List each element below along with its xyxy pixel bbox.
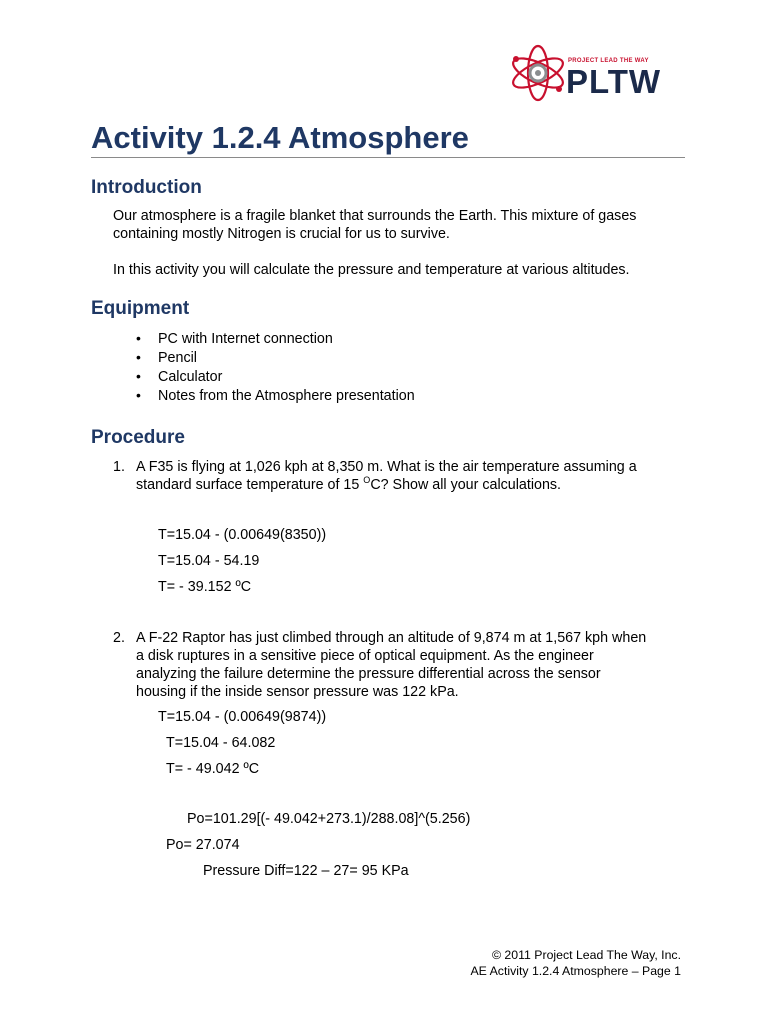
step2-line: analyzing the failure determine the pressure differential across the sensor (136, 666, 601, 682)
step1-answer-line: T=15.04 - (0.00649(8350)) (158, 527, 327, 543)
step2-answer-po2: Po= 27.074 (166, 837, 240, 853)
step2-line: housing if the inside sensor pressure was 122 kPa. (136, 684, 459, 700)
footer-copyright: © 2011 Project Lead The Way, Inc. (491, 948, 681, 962)
bullet-icon: • (136, 387, 141, 403)
logo-wordmark: PLTW (566, 63, 662, 100)
introduction-heading: Introduction (91, 177, 202, 198)
step2-answer-t2: T=15.04 - 64.082 (166, 735, 276, 751)
step2-line: A F-22 Raptor has just climbed through an altitude of 9,874 m at 1,567 kph when (136, 630, 647, 646)
step2-line: a disk ruptures in a sensitive piece of optical equipment. As the engineer (136, 648, 594, 664)
intro-paragraph-line1: Our atmosphere is a fragile blanket that surrounds the Earth. This mixture of gases (113, 208, 637, 224)
step-number: 2. (113, 630, 125, 646)
intro-paragraph-line2: containing mostly Nitrogen is crucial for us to survive. (113, 226, 450, 242)
intro-paragraph-2: In this activity you will calculate the pressure and temperature at various altitudes. (113, 262, 630, 278)
list-item: Calculator (158, 369, 223, 385)
step1-line2: standard surface temperature of 15 $^O$C? Show all your calculations. (136, 475, 562, 493)
pltw-logo (508, 42, 680, 108)
bullet-icon: • (136, 368, 141, 384)
page-title: Activity 1.2.4 Atmosphere (91, 120, 469, 155)
procedure-heading: Procedure (91, 427, 185, 448)
step1-answer-line: T=15.04 - 54.19 (158, 553, 260, 569)
step2-answer-t3: T= - 49.042 ºC (166, 761, 260, 777)
footer-page-label: AE Activity 1.2.4 Atmosphere – Page 1 (470, 964, 681, 978)
step-number: 1. (113, 459, 125, 475)
step2-answer-diff: Pressure Diff=122 – 27= 95 KPa (203, 863, 409, 879)
step2-answer-po1: Po=101.29[(- 49.042+273.1)/288.08]^(5.256) (187, 811, 471, 827)
step2-answer-t1: T=15.04 - (0.00649(9874)) (158, 709, 327, 725)
list-item: Notes from the Atmosphere presentation (158, 388, 415, 404)
equipment-heading: Equipment (91, 298, 190, 319)
logo-tagline: PROJECT LEAD THE WAY (568, 58, 649, 64)
step1-line1: A F35 is flying at 1,026 kph at 8,350 m. What is the air temperature assuming a (136, 459, 637, 475)
step1-answer-line: T= - 39.152 ºC (158, 579, 252, 595)
list-item: Pencil (158, 350, 197, 366)
bullet-icon: • (136, 349, 141, 365)
bullet-icon: • (136, 330, 141, 346)
list-item: PC with Internet connection (158, 331, 333, 347)
title-divider (91, 157, 685, 158)
